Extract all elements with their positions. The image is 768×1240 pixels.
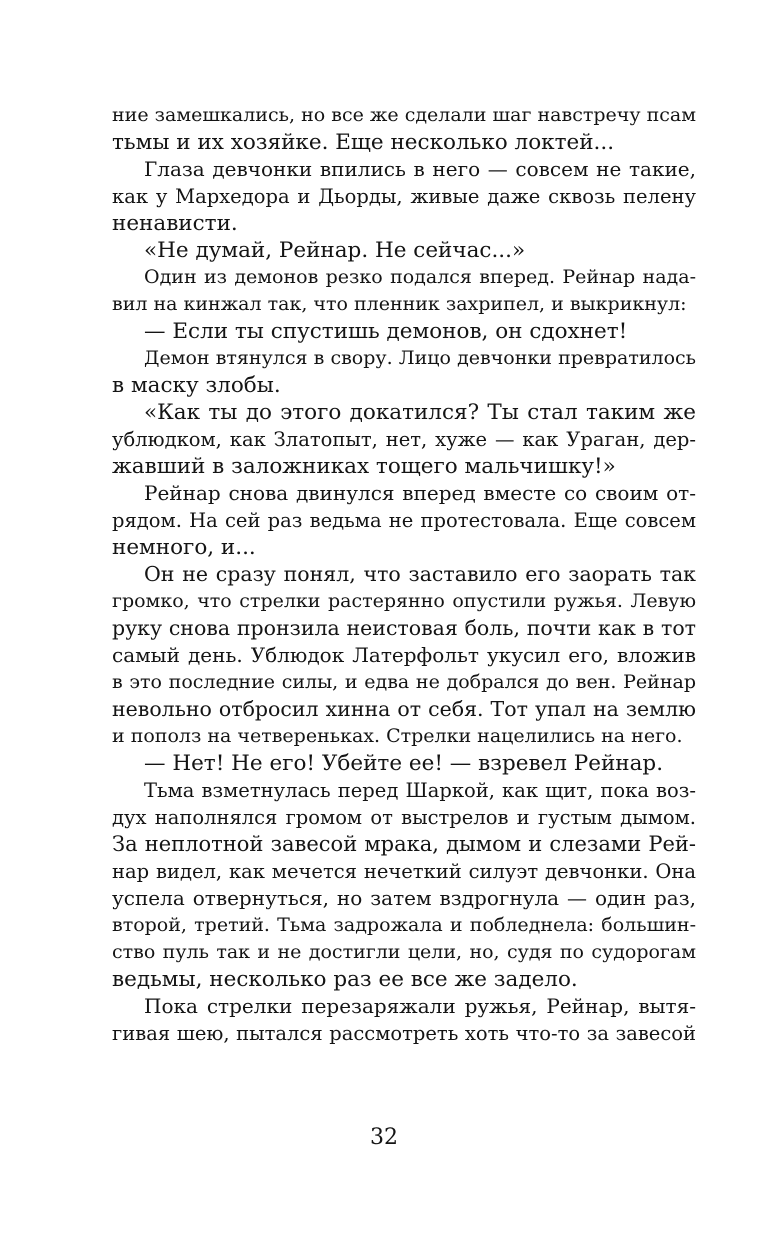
text-line: громко, что стрелки растерянно опустили ружья. Левую bbox=[112, 590, 696, 612]
text-line: Демон втянулся в свору. Лицо девчонки превратилось bbox=[144, 347, 696, 369]
text-line: ведьмы, несколько раз ее все же задело. bbox=[112, 967, 578, 992]
text-line: в маску злобы. bbox=[112, 373, 281, 398]
text-line: вил на кинжал так, что пленник захрипел, и выкрикнул: bbox=[112, 293, 687, 315]
text-line: Рейнар снова двинулся вперед вместе со своим от- bbox=[144, 481, 696, 505]
text-line: нар видел, как мечется нечеткий силуэт девчонки. Она bbox=[112, 860, 696, 883]
text-line: ство пуль так и не достигли цели, но, судя по судорогам bbox=[112, 941, 696, 963]
text-line: дух наполнялся громом от выстрелов и густым дымом. bbox=[112, 806, 696, 829]
text-line: жавший в заложниках тощего мальчишку!» bbox=[112, 454, 616, 479]
text-line: тьмы и их хозяйке. Еще несколько локтей... bbox=[112, 130, 615, 155]
text-line: второй, третий. Тьма задрожала и побледнела: большин- bbox=[112, 914, 696, 936]
text-line: в это последние силы, и едва не добрался до вен. Рейнар bbox=[112, 671, 696, 693]
text-line: ублюдком, как Златопыт, нет, хуже — как Ураган, дер- bbox=[112, 428, 696, 451]
text-line: невольно отбросил хинна от себя. Тот упал на землю bbox=[112, 697, 696, 721]
text-line: Глаза девчонки впились в него — совсем не такие, bbox=[144, 157, 696, 181]
text-line: рядом. На сей раз ведьма не протестовала. Еще совсем bbox=[112, 509, 696, 532]
text-line: «Не думай, Рейнар. Не сейчас...» bbox=[144, 238, 526, 263]
text-line: «Как ты до этого докатился? Ты стал таким же bbox=[144, 400, 696, 425]
text-line: Пока стрелки перезаряжали ружья, Рейнар, вытя- bbox=[144, 994, 696, 1018]
text-line: руку снова пронзила неистовая боль, почти как в тот bbox=[112, 616, 696, 640]
text-line: — Нет! Не его! Убейте ее! — взревел Рейнар. bbox=[144, 751, 664, 776]
text-line: успела отвернуться, но затем вздрогнула — один раз, bbox=[112, 886, 696, 910]
text-line: Тьма взметнулась перед Шаркой, как щит, пока воз- bbox=[144, 779, 696, 802]
text-line: Один из демонов резко подался вперед. Рейнар нада- bbox=[144, 266, 696, 288]
text-line: как у Мархедора и Дьорды, живые даже сквозь пелену bbox=[112, 185, 696, 208]
text-line: и пополз на четвереньках. Стрелки нацелились на него. bbox=[112, 725, 683, 747]
text-line: гивая шею, пытался рассмотреть хоть что-то за завесой bbox=[112, 1022, 696, 1045]
text-line: За неплотной завесой мрака, дымом и слезами Рей- bbox=[112, 832, 696, 856]
text-line: немного, и... bbox=[112, 535, 256, 560]
text-line: Он не сразу понял, что заставило его заорать так bbox=[144, 562, 696, 586]
body-text bbox=[112, 102, 696, 1047]
text-line: ние замешкались, но все же сделали шаг навстречу псам bbox=[112, 104, 696, 126]
text-line: ненависти. bbox=[112, 211, 238, 236]
text-line: самый день. Ублюдок Латерфольт укусил его, вложив bbox=[112, 643, 696, 667]
text-line: — Если ты спустишь демонов, он сдохнет! bbox=[144, 319, 628, 344]
page-number: 32 bbox=[370, 1125, 398, 1150]
